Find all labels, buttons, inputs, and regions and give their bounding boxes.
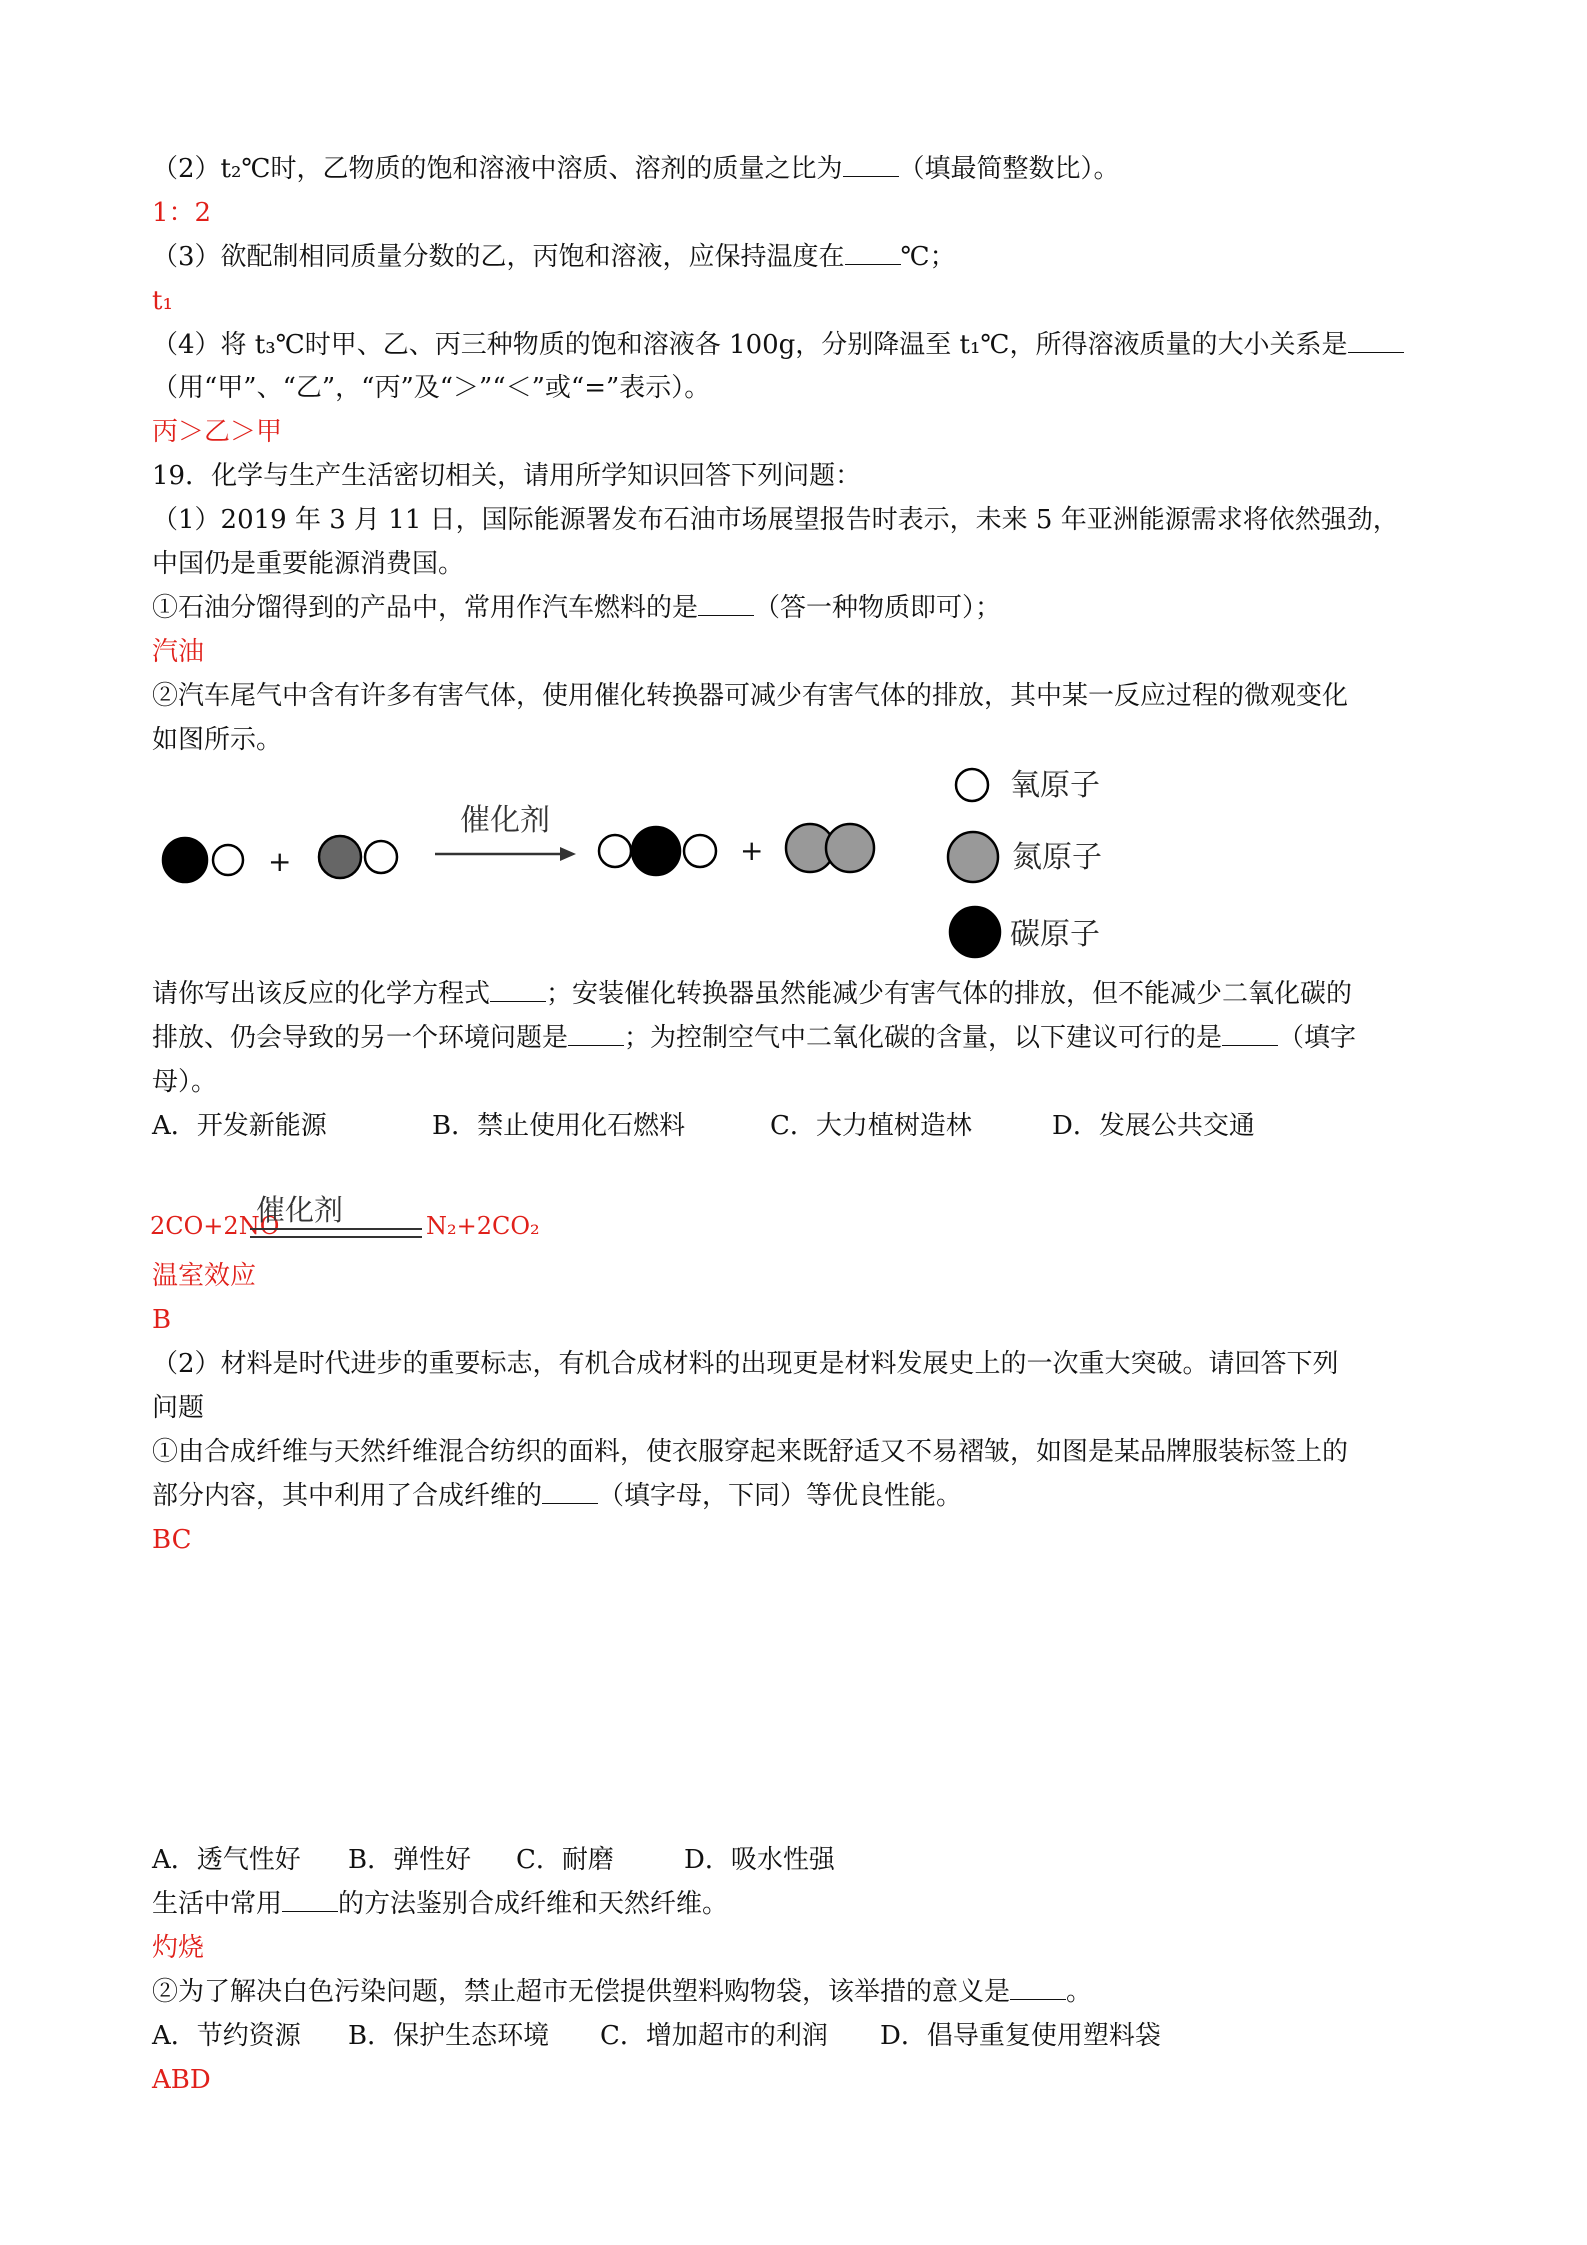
answer-blank: [568, 1023, 624, 1046]
catalyst-label: 催化剂: [460, 803, 550, 838]
q18-part2: （2）t₂℃时，乙物质的饱和溶液中溶质、溶剂的质量之比为 （填最简整数比）。: [152, 154, 1120, 184]
q19-answer-part2-sub1: BC: [152, 1525, 192, 1555]
carbon-atom-icon: [632, 827, 680, 875]
option-a: A．节约资源: [152, 2021, 301, 2051]
q19-answer-choice: B: [152, 1305, 172, 1335]
arrow-head-icon: [560, 847, 576, 861]
plus-sign: +: [740, 834, 764, 867]
q18-answer3: t₁: [152, 286, 173, 316]
answer-blank: [845, 242, 901, 265]
oxygen-atom-icon: [213, 845, 243, 875]
option-d: D．倡导重复使用塑料袋: [880, 2021, 1161, 2051]
q19-question-line3: 母）。: [152, 1067, 218, 1097]
option-c: C．大力植树造林: [770, 1111, 972, 1141]
reaction-diagram: [150, 760, 1480, 970]
oxygen-atom-icon: [599, 835, 631, 867]
q19-part2-line2: 问题: [152, 1393, 205, 1423]
q19-sub2-line2: 如图所示。: [152, 725, 283, 755]
q19-answer-part2-sub2: ABD: [152, 2065, 211, 2095]
legend-oxygen: 氧原子: [1010, 768, 1100, 803]
carbon-atom-icon: [163, 838, 207, 882]
q19-part1-line1: （1）2019 年 3 月 11 日，国际能源署发布石油市场展望报告时表示，未来 5 年亚洲能源需求将依然强劲，: [152, 505, 1399, 535]
answer-blank: [1348, 330, 1404, 353]
q19-sub1: ①石油分馏得到的产品中，常用作汽车燃料的是 （答一种物质即可）；: [152, 593, 1002, 623]
option-b: B．保护生态环境: [348, 2021, 550, 2051]
q19-part2-sub1-line2: 部分内容，其中利用了合成纤维的 （填字母，下同）等优良性能。: [152, 1481, 963, 1511]
equation-products: N₂+2CO₂: [426, 1212, 540, 1240]
option-d: D．吸水性强: [684, 1845, 835, 1875]
q19-part2-line1: （2）材料是时代进步的重要标志，有机合成材料的出现更是材料发展史上的一次重大突破。请回答下列: [152, 1349, 1339, 1379]
option-c: C．耐磨: [516, 1845, 614, 1875]
answer-blank: [698, 593, 754, 616]
option-a: A．开发新能源: [152, 1111, 327, 1141]
q19-question-line1: 请你写出该反应的化学方程式 ；安装催化转换器虽然能减少有害气体的排放，但不能减少二氧化碳的: [152, 979, 1353, 1009]
carbon-atom-icon: [950, 907, 1000, 957]
nitrogen-atom-icon: [826, 824, 874, 872]
q19-options1: [152, 1110, 1255, 1142]
q19-part1-line2: 中国仍是重要能源消费国。: [152, 549, 465, 579]
q19-part2-sub1-line1: ①由合成纤维与天然纤维混合纺织的面料，使衣服穿起来既舒适又不易褶皱，如图是某品牌服装标签上的: [152, 1437, 1349, 1467]
option-d: D．发展公共交通: [1052, 1111, 1255, 1141]
answer-equation: [150, 1188, 550, 1268]
q19-answer-sub1: 汽油: [152, 637, 205, 667]
answer-blank: [1222, 1023, 1278, 1046]
oxygen-atom-icon: [956, 769, 988, 801]
q19-options2: [152, 1844, 835, 1876]
answer-blank: [843, 154, 899, 177]
oxygen-atom-icon: [684, 835, 716, 867]
q19-life: 生活中常用 的方法鉴别合成纤维和天然纤维。: [152, 1889, 729, 1919]
answer-blank: [542, 1481, 598, 1504]
q19-answer-env: 温室效应: [152, 1261, 257, 1291]
option-c: C．增加超市的利润: [600, 2021, 828, 2051]
q19-part2-sub2: ②为了解决白色污染问题，禁止超市无偿提供塑料购物袋，该举措的意义是 。: [152, 1977, 1093, 2007]
q19-title: 19．化学与生产生活密切相关，请用所学知识回答下列问题：: [152, 461, 862, 491]
q19-options3: [152, 2020, 1161, 2052]
equation-equals: [250, 1228, 422, 1238]
option-b: B．弹性好: [348, 1845, 472, 1875]
option-a: A．透气性好: [152, 1845, 301, 1875]
q19-answer-life: 灼烧: [152, 1933, 205, 1963]
q19-sub2-line1: ②汽车尾气中含有许多有害气体，使用催化转换器可减少有害气体的排放，其中某一反应过程的微观变化: [152, 681, 1349, 711]
q18-answer4: 丙＞乙＞甲: [152, 417, 283, 447]
q18-part3: （3）欲配制相同质量分数的乙，丙饱和溶液，应保持温度在 ℃；: [152, 242, 956, 272]
nitrogen-atom-icon: [319, 836, 361, 878]
q18-part4-line1: （4）将 t₃℃时甲、乙、丙三种物质的饱和溶液各 100g，分别降温至 t₁℃，所得溶液质量的大小关系是: [152, 329, 1404, 361]
answer-blank: [282, 1889, 338, 1912]
q18-answer2: 1：2: [152, 198, 212, 228]
equation-catalyst: 催化剂: [256, 1193, 344, 1227]
legend-carbon: 碳原子: [1010, 917, 1100, 952]
equation-reactants: 2CO+2NO: [150, 1212, 280, 1240]
q19-question-line2: 排放、仍会导致的另一个环境问题是 ；为控制空气中二氧化碳的含量，以下建议可行的是 （填字: [152, 1023, 1357, 1053]
q18-part4-line2: （用“甲”、“乙”，“丙”及“＞”“＜”或“=”表示）。: [152, 373, 711, 403]
answer-blank: [1010, 1977, 1066, 2000]
oxygen-atom-icon: [365, 841, 397, 873]
plus-sign: +: [268, 845, 292, 878]
option-b: B．禁止使用化石燃料: [432, 1111, 686, 1141]
answer-blank: [490, 979, 546, 1002]
legend-nitrogen: 氮原子: [1012, 840, 1102, 875]
nitrogen-atom-icon: [948, 832, 998, 882]
